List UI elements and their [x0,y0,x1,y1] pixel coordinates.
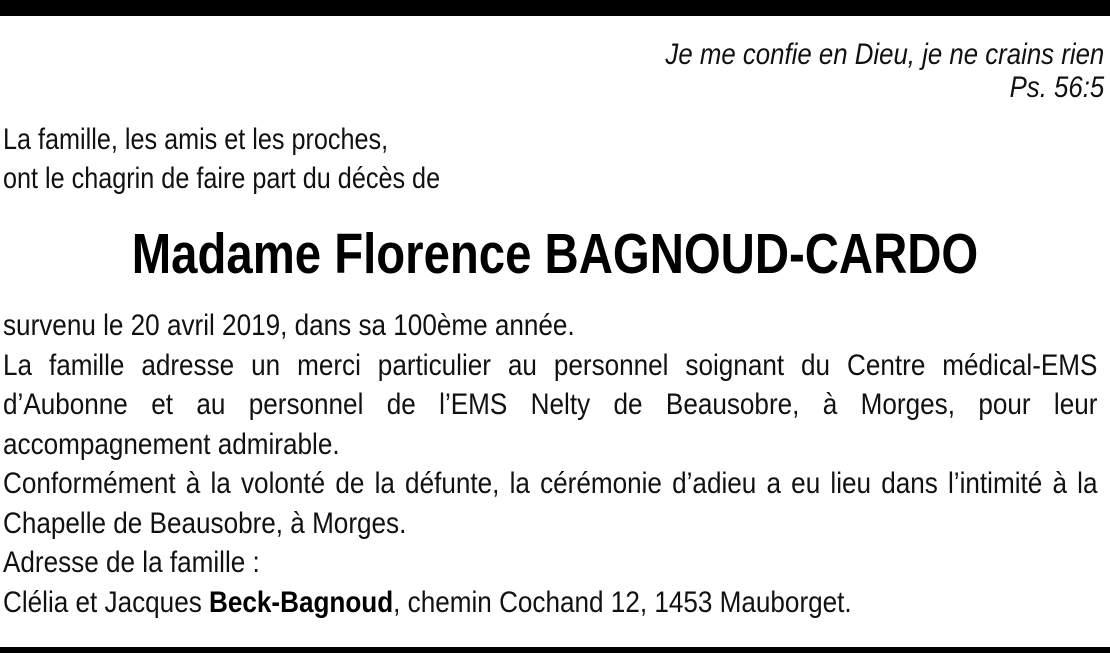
family-address [3,583,1097,623]
epigraph [665,38,1104,104]
notice-body [3,306,1097,622]
intro [3,120,440,198]
deceased-name: Madame Florence BAGNOUD-CARDO [131,222,979,286]
bottom-rule [0,647,1110,653]
epigraph-reference: Ps. 56:5 [1009,71,1104,104]
top-rule [0,0,1110,16]
intro-line-2: ont le chagrin de faire part du décès de [3,162,441,195]
address-surname: Beck-Bagnoud [209,585,394,619]
address-names: Clélia et Jacques [3,585,210,619]
epigraph-quote: Je me confie en Dieu, je ne crains rien [665,38,1104,71]
thanks-paragraph: La famille adresse un merci particulier au personnel soignant du Centre médical-EMS d’Aubonne et au personnel de l’EMS Nelty de Beausobre, à Morges, pour leur accompagnement admirable. [3,348,1098,461]
ceremony-paragraph: Conformément à la volonté de la défunte, la cérémonie d’adieu a eu lieu dans l’intimité à la Chapelle de Beausobre, à Morges. [3,467,1098,540]
death-notice: survenu le 20 avril 2019, dans sa 100ème année. [3,309,575,342]
intro-line-1: La famille, les amis et les proches, [3,123,389,156]
address-label: Adresse de la famille : [3,546,260,579]
address-details: , chemin Cochand 12, 1453 Mauborget. [393,585,852,619]
